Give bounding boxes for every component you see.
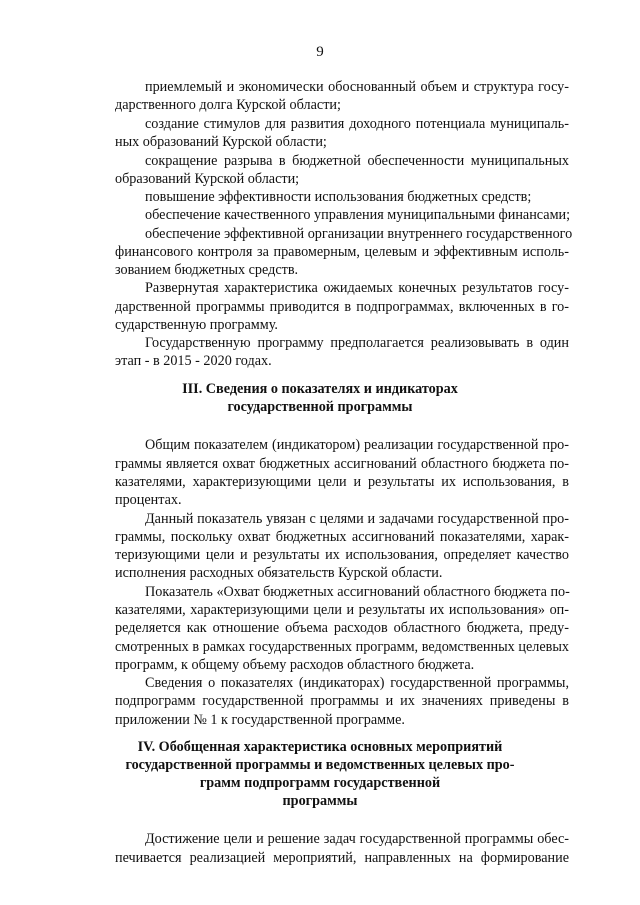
text-line: сокращение разрыва в бюджетной обеспеченности муниципальных bbox=[145, 153, 569, 169]
text-line: Показатель «Охват бюджетных ассигнований областного бюджета по- bbox=[145, 584, 570, 600]
text-line: приемлемый и экономически обоснованный объем и структура госу- bbox=[145, 79, 569, 95]
text-line: дарственного долга Курской области; bbox=[115, 97, 341, 113]
text-line: Общим показателем (индикатором) реализации государственной про- bbox=[145, 437, 569, 453]
text-line: Сведения о показателях (индикаторах) государственной программы, bbox=[145, 675, 569, 691]
text-line: этап - в 2015 - 2020 годах. bbox=[115, 353, 272, 369]
text-line: подпрограмм государственной программы и их значениях приведены в bbox=[115, 693, 569, 709]
section-heading: государственной программы и ведомственных целевых про- bbox=[125, 757, 515, 773]
text-line: Данный показатель увязан с целями и задачами государственной про- bbox=[145, 511, 569, 527]
text-line: печивается реализацией мероприятий, направленных на формирование bbox=[115, 850, 569, 866]
text-line: создание стимулов для развития доходного потенциала муниципаль- bbox=[145, 116, 569, 132]
text-line: Государственную программу предполагается реализовывать в один bbox=[145, 335, 569, 351]
text-line: исполнения расходных обязательств Курской области. bbox=[115, 565, 443, 581]
section-heading: программы bbox=[282, 793, 358, 809]
text-line: обеспечение качественного управления муниципальными финансами; bbox=[145, 207, 571, 223]
section-heading: государственной программы bbox=[227, 399, 413, 415]
text-line: программ, к общему объему расходов областного бюджета. bbox=[115, 657, 475, 673]
section-heading: IV. Обобщенная характеристика основных мероприятий bbox=[137, 739, 503, 755]
text-line: граммы является охват бюджетных ассигнований областного бюджета по- bbox=[115, 456, 569, 472]
page-number: 9 bbox=[316, 44, 324, 60]
text-line: казателями, характеризующими цели и результаты их использования» оп- bbox=[115, 602, 569, 618]
text-line: сударственную программу. bbox=[115, 317, 278, 333]
text-line: смотренных в рамках государственных программ, ведомственных целевых bbox=[115, 639, 569, 655]
section-heading: грамм подпрограмм государственной bbox=[199, 775, 441, 791]
text-line: теризующими цели и результаты их использования, определяет качество bbox=[115, 547, 569, 563]
text-line: дарственной программы приводится в подпрограммах, включенных в го- bbox=[115, 299, 569, 315]
section-heading: III. Сведения о показателях и индикаторах bbox=[182, 381, 458, 397]
text-line: казателями, характеризующими цели и результаты их использования, в bbox=[115, 474, 569, 490]
text-line: ределяется как отношение объема расходов областного бюджета, преду- bbox=[115, 620, 569, 636]
text-line: зованием бюджетных средств. bbox=[115, 262, 299, 278]
text-line: Достижение цели и решение задач государственной программы обес- bbox=[145, 831, 569, 847]
text-line: процентах. bbox=[115, 492, 182, 508]
text-line: Развернутая характеристика ожидаемых конечных результатов госу- bbox=[145, 280, 569, 296]
text-line: повышение эффективности использования бюджетных средств; bbox=[145, 189, 532, 205]
text-line: граммы, поскольку охват бюджетных ассигнований показателями, харак- bbox=[115, 529, 569, 545]
text-line: обеспечение эффективной организации внутреннего государственного bbox=[145, 226, 573, 242]
text-line: образований Курской области; bbox=[115, 171, 300, 187]
text-line: приложении № 1 к государственной программе. bbox=[115, 712, 405, 728]
text-line: ных образований Курской области; bbox=[115, 134, 327, 150]
text-line: финансового контроля за правомерным, целевым и эффективным исполь- bbox=[115, 244, 569, 260]
